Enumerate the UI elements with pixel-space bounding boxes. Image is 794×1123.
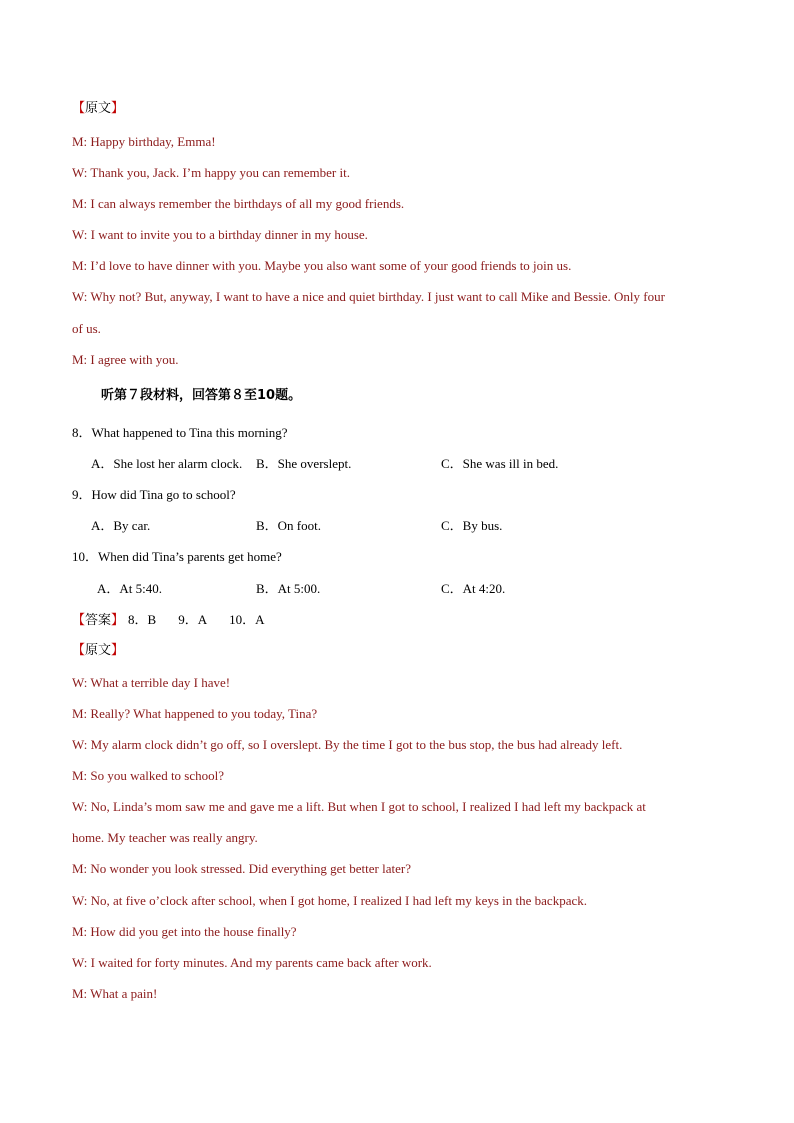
dialogue-line: M: I’d love to have dinner with you. Maybe you also want some of your good friends to join us. <box>72 258 572 273</box>
option-a: A．At 5:40. <box>97 581 163 596</box>
option-c: C．By bus. <box>441 518 503 533</box>
dialogue-line: W: My alarm clock didn’t go off, so I overslept. By the time I got to the bus stop, the bus had already left. <box>72 737 623 752</box>
dialogue-line: M: I can always remember the birthdays of all my good friends. <box>72 196 405 211</box>
dialogue-line: W: No, at five o’clock after school, when I got home, I realized I had left my keys in the backpack. <box>72 893 587 908</box>
dialogue-line: W: Why not? But, anyway, I want to have a nice and quiet birthday. I just want to call Mike and Bessie. Only four <box>72 289 665 304</box>
bracket-close: 】 <box>111 613 125 628</box>
dialogue-line: M: Happy birthday, Emma! <box>72 134 216 149</box>
option-b: B．She overslept. <box>256 456 352 471</box>
dialogue-line: W: No, Linda’s mom saw me and gave me a lift. But when I got to school, I realized I had left my backpack at <box>72 799 646 814</box>
answer-line <box>72 612 287 629</box>
bracket-open: 【 <box>72 101 86 116</box>
dialogue-line: W: Thank you, Jack. I’m happy you can remember it. <box>72 165 350 180</box>
dialogue-line: M: No wonder you look stressed. Did everything get better later? <box>72 861 411 876</box>
answer-item: 9．A <box>178 612 208 627</box>
dialogue-line: M: I agree with you. <box>72 352 179 367</box>
question-stem: 10．When did Tina’s parents get home? <box>72 549 282 564</box>
bracket-open: 【 <box>72 613 86 628</box>
option-a: A．She lost her alarm clock. <box>91 456 243 471</box>
section2-label: 原文 <box>85 643 112 658</box>
dialogue-line: W: I waited for forty minutes. And my parents came back after work. <box>72 955 432 970</box>
option-b: B．At 5:00. <box>256 581 321 596</box>
answer-item: 8．B <box>128 612 157 627</box>
dialogue-line: W: I want to invite you to a birthday dinner in my house. <box>72 227 368 242</box>
dialogue-line: of us. <box>72 321 101 336</box>
section1-label: 原文 <box>85 101 112 116</box>
bracket-close: 】 <box>111 643 125 658</box>
dialogue-line: M: So you walked to school? <box>72 768 225 783</box>
section2-heading <box>72 643 124 659</box>
dialogue-line: home. My teacher was really angry. <box>72 830 258 845</box>
option-c: C．At 4:20. <box>441 581 506 596</box>
answer-label: 答案 <box>85 613 112 628</box>
section1-heading <box>72 101 124 117</box>
dialogue-line: M: How did you get into the house finally? <box>72 924 297 939</box>
listening-instruction: 听第７段材料，回答第８至10题。 <box>101 388 302 403</box>
dialogue-line: W: What a terrible day I have! <box>72 675 231 690</box>
dialogue-line: M: Really? What happened to you today, Tina? <box>72 706 318 721</box>
dialogue-line: M: What a pain! <box>72 986 158 1001</box>
option-b: B．On foot. <box>256 518 322 533</box>
question-stem: 8．What happened to Tina this morning? <box>72 425 288 440</box>
bracket-open: 【 <box>72 643 86 658</box>
answer-item: 10．A <box>229 612 265 627</box>
bracket-close: 】 <box>111 101 125 116</box>
question-stem: 9．How did Tina go to school? <box>72 487 236 502</box>
option-c: C．She was ill in bed. <box>441 456 559 471</box>
option-a: A．By car. <box>91 518 151 533</box>
